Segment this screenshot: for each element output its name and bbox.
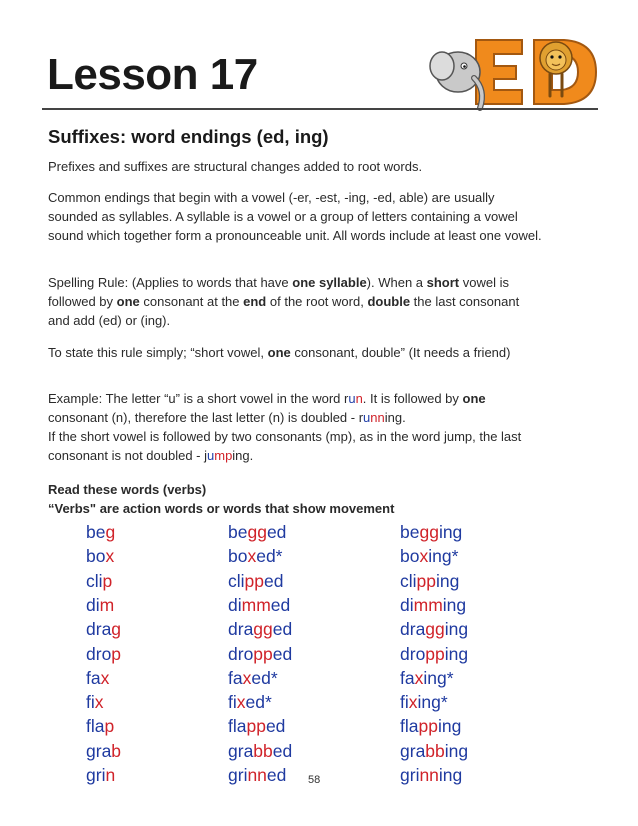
ed-word: fixed*	[228, 692, 272, 713]
ed-word: boxed*	[228, 546, 283, 567]
intro-text: Prefixes and suffixes are structural changes added to root words.	[48, 159, 423, 174]
text-line: Spelling Rule: (Applies to words that have one syllable). When a short vowel is	[48, 275, 509, 290]
root-word: grin	[86, 765, 116, 785]
ed-word: clipped	[228, 570, 284, 591]
common-endings-paragraph	[48, 188, 608, 245]
ed-word: faxed*	[228, 667, 278, 688]
root-word: grab	[86, 740, 122, 761]
ing-word: dragging	[400, 619, 469, 640]
root-word: dim	[86, 594, 115, 615]
root-word: fax	[86, 667, 110, 688]
ing-word: boxing*	[400, 546, 459, 567]
ing-word: begging	[400, 522, 463, 542]
lesson-title: Lesson 17	[47, 50, 258, 99]
ing-word: grinning	[400, 765, 463, 785]
section-subtitle: Suffixes: word endings (ed, ing)	[48, 126, 329, 147]
example-paragraph	[48, 389, 608, 465]
root-word: drag	[86, 619, 122, 640]
elephant-icon	[430, 52, 482, 108]
ed-word: dimmed	[228, 594, 291, 615]
ing-word: grabbing	[400, 740, 469, 761]
ing-word: fixing*	[400, 692, 448, 713]
spelling-rule-paragraph	[48, 273, 608, 330]
root-word: box	[86, 546, 115, 567]
root-word: flap	[86, 716, 115, 737]
verbs-definition-heading: “Verbs" are action words or words that show movement	[48, 501, 395, 516]
text-line: and add (ed) or (ing).	[48, 313, 171, 328]
read-words-heading: Read these words (verbs)	[48, 482, 207, 497]
rule-simply-text: To state this rule simply; “short vowel, one consonant, double” (It needs a friend)	[48, 345, 511, 360]
page-number: 58	[308, 774, 321, 786]
ed-word: begged	[228, 522, 287, 542]
ed-word: dragged	[228, 619, 293, 640]
ed-word: dropped	[228, 643, 293, 664]
text-line: sound which together form a pronounceable unit. All words include at least one vowel.	[48, 228, 542, 243]
header-divider	[42, 108, 598, 110]
ing-word: flapping	[400, 716, 462, 737]
text-line: consonant is not doubled - jumping.	[48, 448, 254, 463]
text-line: Example: The letter “u” is a short vowel in the word run. It is followed by one	[48, 391, 486, 406]
ing-word: dimming	[400, 594, 467, 615]
root-word: fix	[86, 692, 104, 713]
ed-logo-image	[424, 28, 604, 116]
text-line: followed by one consonant at the end of the root word, double the last consonant	[48, 294, 520, 309]
ing-word: dropping	[400, 643, 469, 664]
text-line: Common endings that begin with a vowel (-er, -est, -ing, -ed, able) are usually	[48, 190, 495, 205]
root-word: beg	[86, 522, 116, 542]
ed-word: grabbed	[228, 740, 293, 761]
ed-word: flapped	[228, 716, 286, 737]
ing-word: faxing*	[400, 667, 454, 688]
text-line: If the short vowel is followed by two consonants (mp), as in the word jump, the last	[48, 429, 522, 444]
text-line: sounded as syllables. A syllable is a vowel or a group of letters containing a vowel	[48, 209, 518, 224]
root-word: drop	[86, 643, 122, 664]
root-word: clip	[86, 570, 113, 591]
ing-word: clipping	[400, 570, 460, 591]
text-line: consonant (n), therefore the last letter (n) is doubled - running.	[48, 410, 406, 425]
ed-word: grinned	[228, 765, 287, 785]
